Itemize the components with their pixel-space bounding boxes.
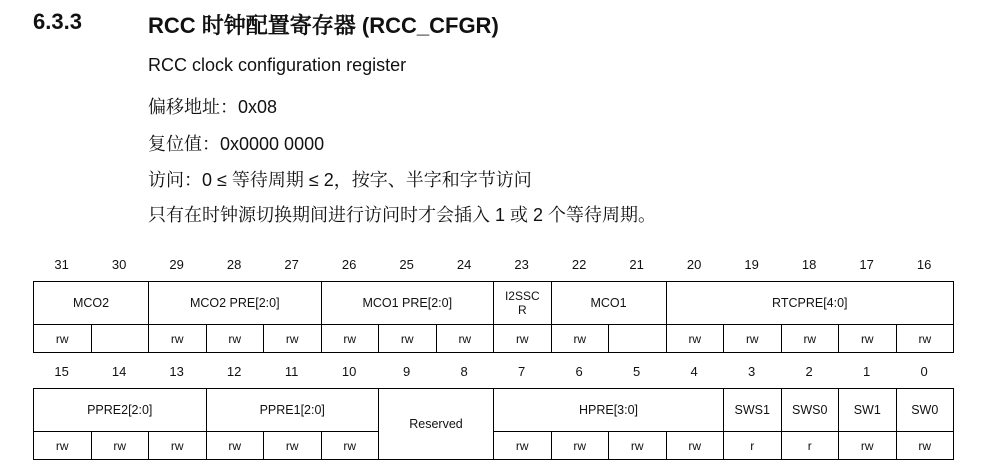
access-cell: rw (551, 432, 609, 460)
field-cell: SW0 (896, 389, 954, 432)
bit-number: 16 (916, 257, 932, 272)
access-cell: r (724, 432, 782, 460)
access-cell: rw (206, 432, 264, 460)
access-cell: rw (34, 432, 92, 460)
field-cell: I2SSC R (494, 282, 552, 325)
access-cell (609, 325, 667, 353)
bit-number: 31 (54, 257, 69, 272)
bit-number: 0 (920, 364, 928, 379)
register-table-upper (33, 281, 954, 353)
access-cell: rw (839, 432, 897, 460)
access-cell: rw (321, 325, 379, 353)
access-info: 访问：0 ≤ 等待周期 ≤ 2，按字、半字和字节访问 (148, 170, 532, 190)
access-cell: rw (494, 325, 552, 353)
field-cell: SW1 (839, 389, 897, 432)
bit-number: 19 (744, 257, 759, 272)
field-cell: Reserved (379, 389, 494, 460)
bit-number: 13 (169, 364, 184, 379)
reset-value: 复位值：0x0000 0000 (148, 134, 325, 154)
bit-number: 11 (284, 364, 299, 379)
bit-numbers-upper (33, 257, 953, 277)
register-table-lower (33, 388, 954, 460)
access-cell: rw (839, 325, 897, 353)
access-cell: rw (494, 432, 552, 460)
field-cell: MCO1 PRE[2:0] (321, 282, 494, 325)
bit-number: 9 (403, 364, 411, 379)
access-cell: rw (724, 325, 782, 353)
access-cell: rw (206, 325, 264, 353)
bit-number: 8 (460, 364, 468, 379)
bit-number: 20 (686, 257, 702, 272)
access-cell: rw (34, 325, 92, 353)
bit-number: 29 (169, 257, 184, 272)
bit-number: 28 (226, 257, 242, 272)
access-cell: rw (896, 325, 954, 353)
bit-number: 7 (518, 364, 526, 379)
bit-number: 3 (748, 364, 756, 379)
access-cell: rw (896, 432, 954, 460)
access-cell: rw (91, 432, 149, 460)
bit-number: 1 (863, 364, 871, 379)
access-cell: rw (264, 325, 322, 353)
access-cell (91, 325, 149, 353)
register-english-name: RCC clock configuration register (148, 55, 407, 75)
access-cell: rw (321, 432, 379, 460)
bit-number: 12 (226, 364, 242, 379)
offset-address: 偏移地址：0x08 (148, 97, 278, 117)
access-cell: rw (264, 432, 322, 460)
field-cell: MCO2 PRE[2:0] (149, 282, 322, 325)
bit-number: 15 (54, 364, 69, 379)
access-cell: rw (436, 325, 494, 353)
section-number: 6.3.3 (33, 9, 82, 34)
access-cell: rw (666, 325, 724, 353)
section-title: RCC 时钟配置寄存器 (RCC_CFGR) (148, 13, 499, 38)
access-cell: rw (551, 325, 609, 353)
bit-number: 14 (111, 364, 127, 379)
field-cell: MCO2 (34, 282, 149, 325)
access-cell: r (781, 432, 839, 460)
bit-number: 23 (514, 257, 529, 272)
bit-number: 24 (456, 257, 472, 272)
bit-number: 4 (690, 364, 698, 379)
bit-number: 22 (571, 257, 587, 272)
field-cell: MCO1 (551, 282, 666, 325)
field-cell: PPRE1[2:0] (206, 389, 379, 432)
bit-number: 26 (341, 257, 357, 272)
access-cell: rw (666, 432, 724, 460)
field-cell: RTCPRE[4:0] (666, 282, 954, 325)
bit-number: 2 (805, 364, 813, 379)
bit-number: 6 (575, 364, 583, 379)
bit-number: 27 (284, 257, 299, 272)
access-cell: rw (609, 432, 667, 460)
access-cell: rw (149, 432, 207, 460)
access-cell: rw (149, 325, 207, 353)
bit-number: 30 (111, 257, 127, 272)
access-cell: rw (379, 325, 437, 353)
field-cell: SWS1 (724, 389, 782, 432)
bit-number: 18 (801, 257, 817, 272)
bit-number: 5 (633, 364, 641, 379)
bit-number: 17 (859, 257, 874, 272)
field-cell: HPRE[3:0] (494, 389, 724, 432)
bit-number: 21 (629, 257, 644, 272)
bit-number: 10 (341, 364, 357, 379)
wait-state-note: 只有在时钟源切换期间进行访问时才会插入 1 或 2 个等待周期。 (148, 205, 657, 225)
field-cell: SWS0 (781, 389, 839, 432)
field-cell: PPRE2[2:0] (34, 389, 207, 432)
access-cell: rw (781, 325, 839, 353)
bit-number: 25 (399, 257, 414, 272)
bit-numbers-lower (33, 364, 953, 384)
